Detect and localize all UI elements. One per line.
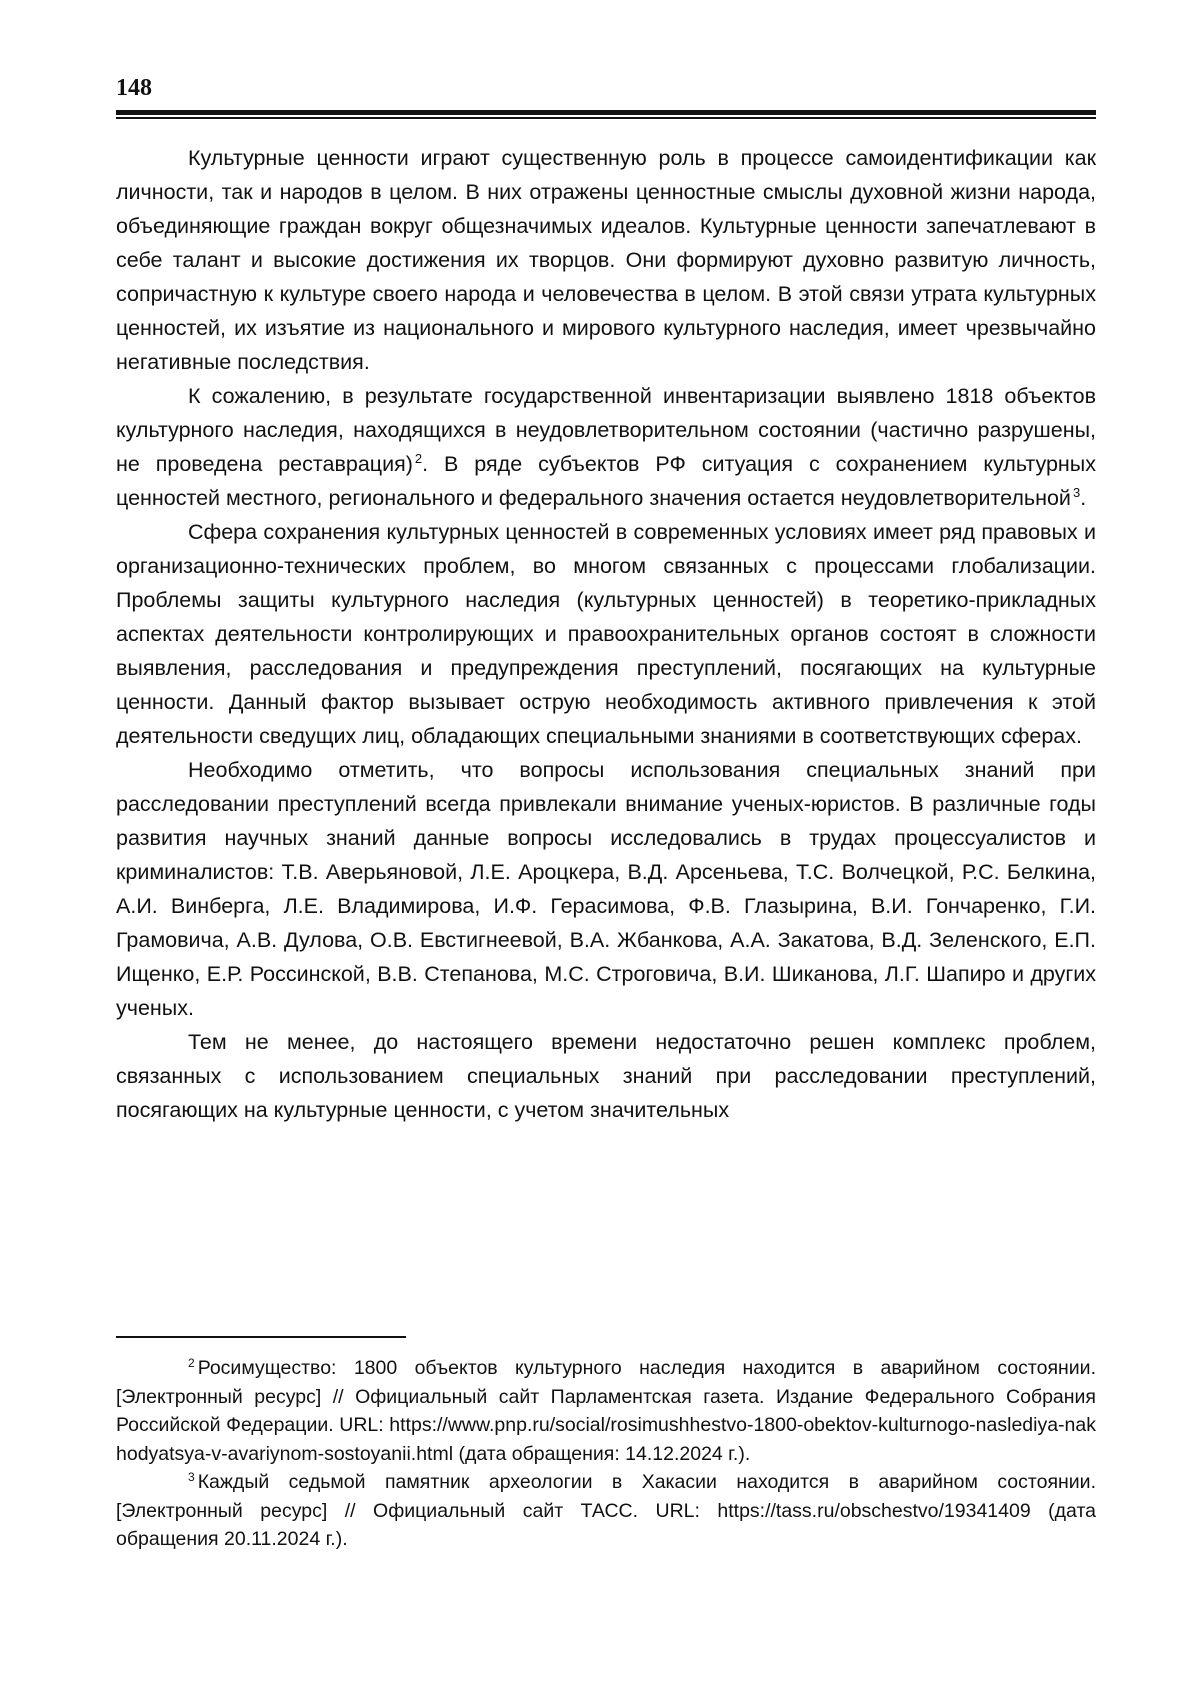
footnote-ref-3: 3 [1072,485,1081,500]
paragraph-5: Тем не менее, до настоящего времени недостаточно решен комплекс проблем, связанных с использованием специальных знаний при расследовании преступлений, посягающих на культурные ценности, с учетом значительных [116,1030,1096,1122]
footnote-marker: 2 [188,1356,195,1370]
header-rule [116,110,1096,119]
footnote-url[interactable]: https://tass.ru/obschestvo/19341409 [717,1499,1031,1522]
footnote-text: Росимущество: 1800 объектов культурного наследия находится в аварийном состоянии. [Электронный ресурс] // Официальный сайт Парламентская газета. Издание Федерального Собрания Российской Федерации. URL: [116,1357,1096,1436]
footnote-marker: 3 [188,1470,195,1484]
footnote-separator [116,1336,406,1338]
footnote-text: Каждый седьмой памятник археологии в Хакасии находится в аварийном состоянии. [Электронный ресурс] // Официальный сайт ТАСС. URL: [116,1471,1096,1522]
footnote-2 [116,1354,1096,1468]
page-number: 148 [116,75,152,101]
header-rule-thick [116,110,1096,115]
paragraph-2 [116,379,1096,515]
paragraph-2-part-c: . [1080,486,1087,510]
header-rule-thin [116,117,1096,119]
footnotes [116,1354,1096,1554]
paragraph-2-part-b: . В ряде субъектов РФ ситуация с сохранением культурных ценностей местного, регионального и федерального значения остается неудовлетворительной [116,452,1096,510]
footnote-3 [116,1468,1096,1554]
paragraph-4: Необходимо отметить, что вопросы использования специальных знаний при расследовании преступлений всегда привлекали внимание ученых-юристов. В различные годы развития научных знаний данные вопросы исследовались в трудах процессуалистов и криминалистов: Т.В. Аверьяновой, Л.Е. Ароцкера, В.Д. Арсеньева, Т.С. Волчецкой, Р.С. Белкина, А.И. Винберга, Л.Е. Владимирова, И.Ф. Герасимова, Ф.В. Глазырина, В.И. Гончаренко, Г.И. Грамовича, А.В. Дулова, О.В. Евстигнеевой, В.А. Жбанкова, А.А. Закатова, В.Д. Зеленского, Е.П. Ищенко, Е.Р. Россинской, В.В. Степанова, М.С. Строговича, В.И. Шиканова, Л.Г. Шапиро и других ученых. [116,758,1096,1020]
paragraph-3: Сфера сохранения культурных ценностей в современных условиях имеет ряд правовых и организационно-технических проблем, во многом связанных с процессами глобализации. Проблемы защиты культурного наследия (культурных ценностей) в теоретико-прикладных аспектах деятельности контролирующих и правоохранительных органов состоят в сложности выявления, расследования и предупреждения преступлений, посягающих на культурные ценности. Данный фактор вызывает острую необходимость активного привлечения к этой деятельности сведущих лиц, обладающих специальными знаниями в соответствующих сферах. [116,520,1096,748]
body-text [116,141,1096,1127]
footnote-ref-2: 2 [414,451,423,466]
paragraph-1: Культурные ценности играют существенную роль в процессе самоидентификации как личности, так и народов в целом. В них отражены ценностные смыслы духовной жизни народа, объединяющие граждан вокруг общезначимых идеалов. Культурные ценности запечатлевают в себе талант и высокие достижения их творцов. Они формируют духовно развитую личность, сопричастную к культуре своего народа и человечества в целом. В этой связи утрата культурных ценностей, их изъятие из национального и мирового культурного наследия, имеет чрезвычайно негативные последствия. [116,146,1096,374]
footnote-tail: (дата обращения: 14.12.2024 г.). [453,1442,751,1465]
paragraph-2-part-a: К сожалению, в результате государственной инвентаризации выявлено 1818 объектов культурного наследия, находящихся в неудовлетворительном состоянии (частично разрушены, не проведена реставрация) [116,384,1096,476]
footnote-tail: (дата обращения 20.11.2024 г.). [116,1499,1096,1550]
footnote-url[interactable]: https://www.pnp.ru/social/rosimushhestvo-1800-obektov-kulturnogo-naslediya-nakhodyatsya-v-avariynom-sostoyanii.html [116,1414,1096,1465]
